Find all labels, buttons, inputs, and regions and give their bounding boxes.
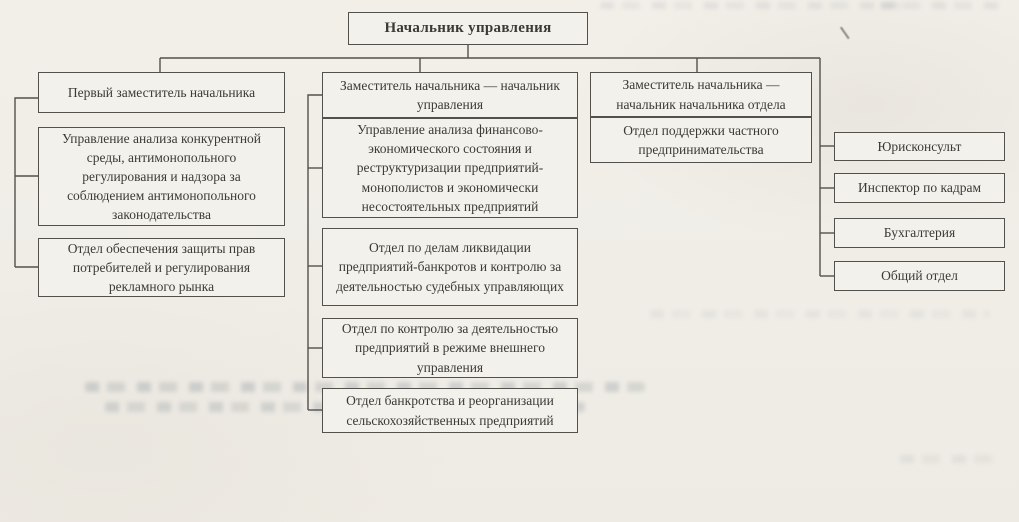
org-box-general-dept: Общий отдел — [834, 261, 1005, 291]
org-box-private-enterprise-dept: Отдел поддержки частного предпринимательства — [590, 117, 812, 163]
org-box-legal-adviser: Юрисконсульт — [834, 132, 1005, 161]
org-box-financial-analysis-directorate: Управление анализа финансово-экономического состояния и реструктуризации предприятий-монополистов и экономически несостоятельных предприятий — [322, 118, 578, 218]
org-box-consumer-protection-dept: Отдел обеспечения защиты прав потребителей и регулирования рекламного рынка — [38, 238, 285, 297]
org-box-deputy-head-directorate: Заместитель начальника — начальник управления — [322, 72, 578, 118]
org-box-bankrupt-liquidation-dept: Отдел по делам ликвидации предприятий-банкротов и контролю за деятельностью судебных управляющих — [322, 228, 578, 306]
org-box-accounting: Бухгалтерия — [834, 218, 1005, 248]
org-box-deputy-head-dept: Заместитель начальника — начальник начальника отдела — [590, 72, 812, 117]
org-box-hr-inspector: Инспектор по кадрам — [834, 173, 1005, 203]
org-box-antimonopoly-directorate: Управление анализа конкурентной среды, антимонопольного регулирования и надзора за соблюдением антимонопольного законодательства — [38, 127, 285, 226]
org-box-root: Начальник управления — [348, 12, 588, 45]
org-box-external-management-dept: Отдел по контролю за деятельностью предприятий в режиме внешнего управления — [322, 318, 578, 378]
org-box-first-deputy: Первый заместитель начальника — [38, 72, 285, 113]
org-box-agricultural-bankruptcy-dept: Отдел банкротства и реорганизации сельскохозяйственных предприятий — [322, 388, 578, 433]
